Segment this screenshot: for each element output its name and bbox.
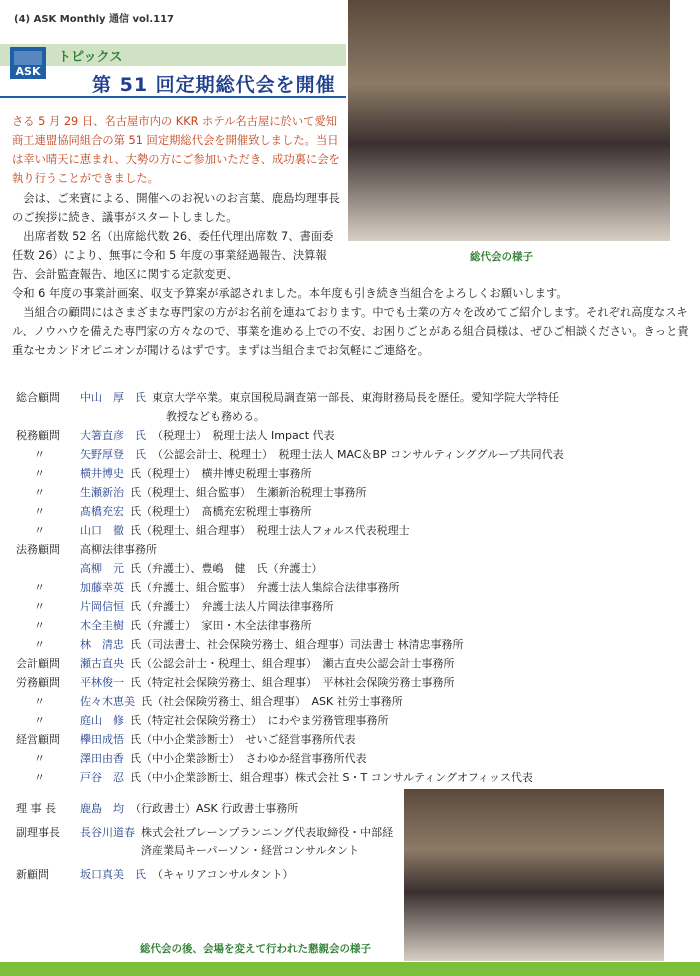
advisor-desc: 氏（弁護士） 家田・木全法律事務所 (130, 619, 312, 632)
advisor-row (16, 730, 696, 749)
page-header: (4) ASK Monthly 通信 vol.117 (14, 14, 174, 25)
advisor-name: 中山 厚 氏 (80, 391, 146, 404)
advisor-desc: 氏（社会保険労務士、組合理事） ASK 社労士事務所 (141, 695, 403, 708)
advisor-role (16, 559, 80, 578)
page-title: 第 51 回定期総代会を開催 (92, 74, 336, 96)
ask-logo: ASK (10, 47, 46, 79)
advisor-role: 税務顧問 (16, 429, 60, 442)
officer-row (16, 824, 402, 860)
advisor-row (16, 445, 696, 464)
advisor-desc: （公認会計士、税理士） 税理士法人 MAC＆BP コンサルティンググループ共同代表 (152, 448, 564, 461)
advisor-role: 〃 (34, 752, 45, 765)
advisor-desc: 氏（公認会計士・税理士、組合理事） 瀬古直央公認会計士事務所 (130, 657, 455, 670)
advisor-desc: 氏（中小企業診断士、組合理事）株式会社 S・T コンサルティングオフィッス代表 (130, 771, 533, 784)
advisor-role: 〃 (34, 486, 45, 499)
advisor-role: 〃 (34, 619, 45, 632)
advisor-role: 〃 (34, 714, 45, 727)
advisor-name: 片岡信恒 (80, 600, 124, 613)
advisor-row (16, 483, 696, 502)
advisor-name: 加藤幸英 (80, 581, 124, 594)
advisor-row (16, 559, 696, 578)
advisor-row (16, 407, 696, 426)
officer-row (16, 866, 402, 884)
advisor-row (16, 540, 696, 559)
body-paragraph-1: 会は、ご来賓による、開催へのお祝いのお言葉、鹿島均理事長のご挨拶に続き、議事がスタートしました。 出席者数 52 名（出席総代数 26、委任代理出席数 7、書面委任数 26）により、無事に令和 5 年度の事業経過報告、決算報告、会計監査報告、地区に関する定款変更、 (12, 192, 340, 281)
advisor-desc: 氏（中小企業診断士） さわゆか経営事務所代表 (130, 752, 367, 765)
footer-bar (0, 962, 700, 976)
advisor-desc: 氏（税理士） 横井博史税理士事務所 (130, 467, 312, 480)
advisor-name: 欅田成悟 (80, 733, 124, 746)
advisor-desc: 氏（司法書士、社会保険労務士、組合理事）司法書士 林清忠事務所 (130, 638, 464, 651)
advisor-role: 会計顧問 (16, 657, 60, 670)
advisor-name: 庭山 修 (80, 714, 124, 727)
advisor-desc: （税理士） 税理士法人 Impact 代表 (152, 429, 335, 442)
advisor-row (16, 521, 696, 540)
advisor-name: 生瀬新治 (80, 486, 124, 499)
officer-role: 理 事 長 (16, 802, 56, 815)
advisor-row (16, 616, 696, 635)
advisor-desc: 氏（弁護士） 弁護士法人片岡法律事務所 (130, 600, 334, 613)
topics-band (0, 44, 346, 66)
advisor-name: 矢野厚登 氏 (80, 448, 146, 461)
advisor-role: 労務顧問 (16, 676, 60, 689)
advisor-name: 大箸直彦 氏 (80, 429, 146, 442)
advisor-name: 平林俊一 (80, 676, 124, 689)
officer-desc: （行政書士）ASK 行政書士事務所 (130, 802, 299, 815)
advisor-name: 山口 徹 (80, 524, 124, 537)
officer-role: 新顧問 (16, 868, 49, 881)
advisor-row (16, 711, 696, 730)
advisor-desc: 氏（特定社会保険労務士、組合理事） 平林社会保険労務士事務所 (130, 676, 455, 689)
title-rule (0, 96, 346, 98)
advisor-row (16, 635, 696, 654)
meeting-photo (348, 0, 670, 241)
topics-label: トピックス (58, 50, 123, 65)
advisor-row (16, 597, 696, 616)
advisor-role: 〃 (34, 524, 45, 537)
reception-photo (404, 789, 664, 961)
advisor-desc: 氏（税理士、組合監事） 生瀬新治税理士事務所 (130, 486, 367, 499)
advisor-row (16, 464, 696, 483)
officer-row (16, 800, 402, 818)
lead-paragraph: さる 5 月 29 日、名古屋市内の KKR ホテル名古屋に於いて愛知商工連盟協同組合の第 51 回定期総代会を開催致しました。当日は幸い晴天に恵まれ、大勢の方にご参加いただき、成功裏に会を執り行うことができました。 (12, 115, 340, 185)
officer-list (16, 800, 402, 890)
officer-desc: 株式会社ブレーンプランニング代表取締役・中部経済産業局キーパーソン・経営コンサルタント (141, 826, 394, 857)
reception-photo-caption: 総代会の後、会場を変えて行われた懇親会の様子 (140, 943, 371, 955)
advisor-name: 瀬古直央 (80, 657, 124, 670)
advisor-name: 高柳 元 (80, 562, 124, 575)
advisor-role: 〃 (34, 448, 45, 461)
advisor-desc: 氏（税理士、組合理事） 税理士法人フォルス代表税理士 (130, 524, 410, 537)
officer-name: 鹿島 均 (80, 802, 124, 815)
advisor-row (16, 654, 696, 673)
advisor-desc: 氏（弁護士、組合監事） 弁護士法人集綜合法律事務所 (130, 581, 400, 594)
advisor-role: 〃 (34, 638, 45, 651)
advisor-name: 横井博史 (80, 467, 124, 480)
advisor-desc: 氏（税理士） 髙橋充宏税理士事務所 (130, 505, 312, 518)
advisor-row (16, 426, 696, 445)
advisor-row (16, 768, 696, 787)
advisor-role: 経営顧問 (16, 733, 60, 746)
advisor-row (16, 578, 696, 597)
advisor-role: 〃 (34, 581, 45, 594)
officer-name: 長谷川道春 (80, 826, 135, 839)
advisor-row (16, 692, 696, 711)
advisor-desc: 氏（中小企業診断士） せいご経営事務所代表 (130, 733, 356, 746)
advisor-list (16, 388, 696, 787)
advisor-role: 〃 (34, 505, 45, 518)
officer-role: 副理事長 (16, 826, 60, 839)
advisor-name: 澤田由香 (80, 752, 124, 765)
officer-name: 坂口真美 氏 (80, 868, 146, 881)
advisor-name: 木全圭樹 (80, 619, 124, 632)
advisor-desc: 東京大学卒業。東京国税局調査第一部長、東海財務局長を歴任。愛知学院大学特任 (152, 391, 559, 404)
advisor-role: 〃 (34, 695, 45, 708)
advisor-name: 髙橋充宏 (80, 505, 124, 518)
advisor-desc: 氏（特定社会保険労務士） にわやま労務管理事務所 (130, 714, 389, 727)
advisor-role: 総合顧問 (16, 391, 60, 404)
officer-desc: （キャリアコンサルタント） (152, 868, 294, 881)
advisor-role: 法務顧問 (16, 543, 60, 556)
advisor-desc: 高柳法律事務所 (80, 543, 157, 556)
advisor-name: 林 清忠 (80, 638, 124, 651)
advisor-role: 〃 (34, 771, 45, 784)
advisor-row (16, 502, 696, 521)
advisor-desc: 氏（弁護士）、豊嶋 健 氏（弁護士） (130, 562, 323, 575)
advisor-desc: 教授なども務める。 (166, 410, 265, 423)
advisor-name: 戸谷 忍 (80, 771, 124, 784)
advisor-row (16, 388, 696, 407)
meeting-photo-caption: 総代会の様子 (470, 251, 533, 263)
advisor-role: 〃 (34, 600, 45, 613)
advisor-row (16, 749, 696, 768)
advisor-row (16, 673, 696, 692)
advisor-role: 〃 (34, 467, 45, 480)
body-paragraph-2: 令和 6 年度の事業計画案、収支予算案が承認されました。本年度も引き続き当組合をよろしくお願いします。 当組合の顧問にはさまざまな専門家の方がお名前を連ねております。中でも士業の方々を改めてご紹介します。それぞれ高度なスキル、ノウハウを備えた専門家の方々なので、事業を進める上での不安、お困りごとがある組合員様は、ぜひご相談ください。きっと貴重なセカンドオピニオンが聞けるはずです。まずは当組合までお気軽にご連絡を。 (12, 287, 689, 357)
advisor-name: 佐々木恵美 (80, 695, 135, 708)
